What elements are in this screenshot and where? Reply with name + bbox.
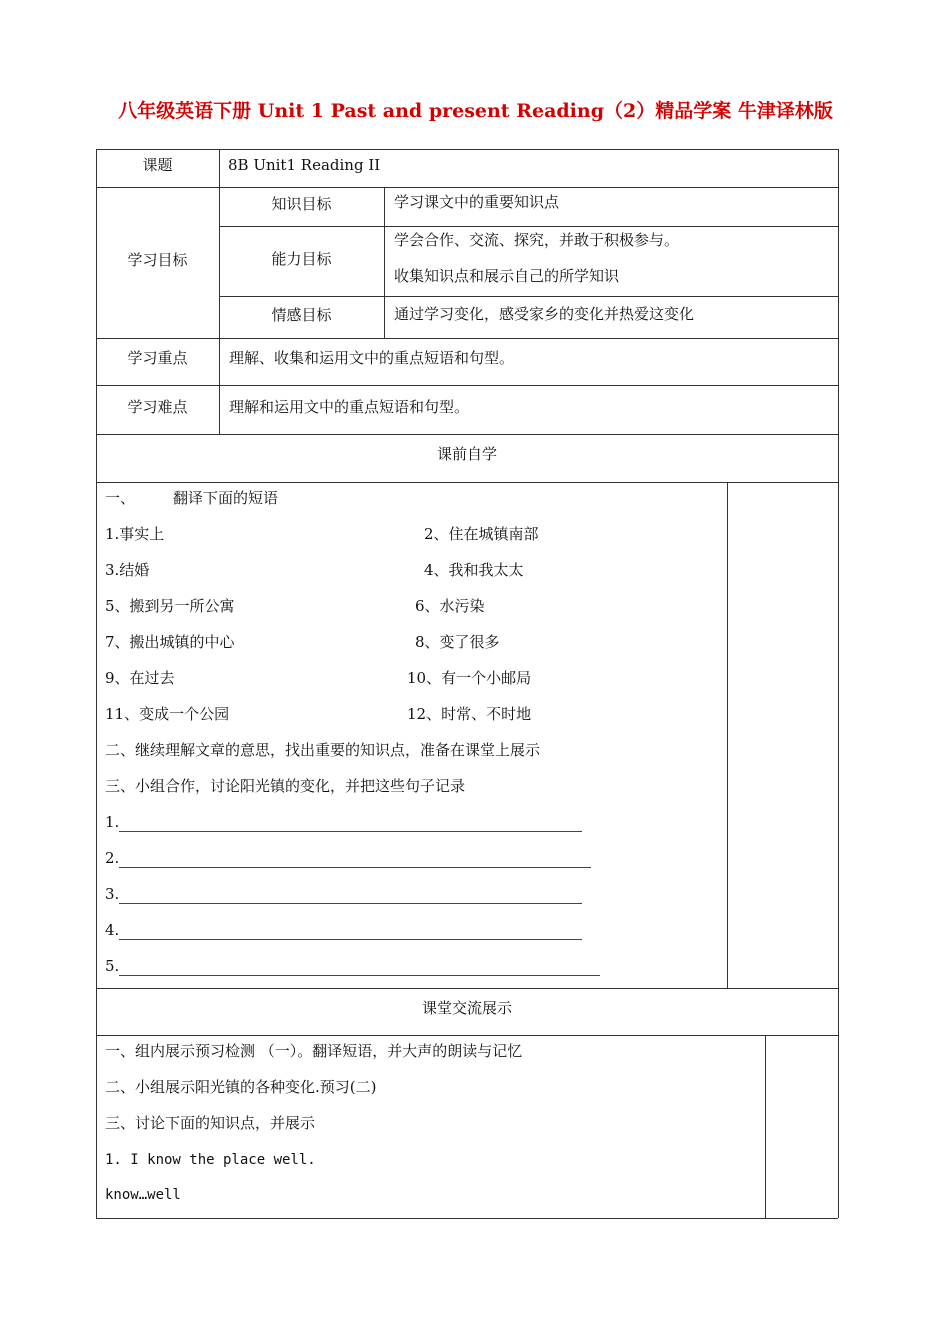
part2-text: 二、继续理解文章的意思，找出重要的知识点，准备在课堂上展示 [105,741,541,759]
classroom-line-4: 1. I know the place well. [105,1152,316,1168]
answer-blank[interactable]: 1. [105,812,582,832]
document-title: 八年级英语下册 Unit 1 Past and present Reading（2）精品学案 牛津译林版 [118,100,833,122]
subject-label: 课题 [142,156,173,174]
phrase-item: 8、变了很多 [415,633,500,651]
subject-value: 8B Unit1 Reading II [228,156,381,174]
knowledge-goal-text: 学习课文中的重要知识点 [394,193,560,211]
classroom-line-2: 二、小组展示阳光镇的各种变化.预习(二) [105,1078,377,1096]
phrase-item: 4、我和我太太 [424,561,524,579]
classroom-heading: 课堂交流展示 [421,999,512,1017]
goals-label: 学习目标 [127,251,188,269]
phrase-item: 9、在过去 [105,669,175,687]
emotion-goal-label: 情感目标 [271,306,332,324]
phrase-item: 5、搬到另一所公寓 [105,597,235,615]
ability-goal-label: 能力目标 [271,250,332,268]
phrase-item: 2、住在城镇南部 [424,525,539,543]
classroom-line-5: know…well [105,1187,181,1203]
key-points-label: 学习重点 [127,349,188,367]
part3-text: 三、小组合作，讨论阳光镇的变化，并把这些句子记录 [105,777,466,795]
answer-blank[interactable]: 4. [105,920,582,940]
classroom-line-3: 三、讨论下面的知识点，并展示 [105,1114,316,1132]
answer-blank[interactable]: 3. [105,884,582,904]
phrase-item: 10、有一个小邮局 [407,669,532,687]
phrase-item: 11、变成一个公园 [105,705,230,723]
answer-blank[interactable]: 2. [105,848,591,868]
part1-title: 翻译下面的短语 [173,489,279,507]
answer-blank[interactable]: 5. [105,956,600,976]
classroom-line-1: 一、组内展示预习检测 （一）。翻译短语，并大声的朗读与记忆 [105,1042,523,1060]
phrase-item: 3.结婚 [105,561,150,579]
ability-goal-line1: 学会合作、交流、探究，并敢于积极参与。 [394,231,680,249]
emotion-goal-text: 通过学习变化，感受家乡的变化并热爱这变化 [394,305,695,323]
knowledge-goal-label: 知识目标 [271,195,332,213]
difficulties-label: 学习难点 [127,398,188,416]
part1-number: 一、 [105,489,136,507]
phrase-item: 12、时常、不时地 [407,705,532,723]
phrase-item: 6、水污染 [415,597,485,615]
key-points-text: 理解、收集和运用文中的重点短语和句型。 [229,349,515,367]
difficulties-text: 理解和运用文中的重点短语和句型。 [229,398,470,416]
ability-goal-line2: 收集知识点和展示自己的所学知识 [394,267,620,285]
preview-heading: 课前自学 [436,445,497,463]
phrase-item: 7、搬出城镇的中心 [105,633,235,651]
phrase-item: 1.事实上 [105,525,165,543]
